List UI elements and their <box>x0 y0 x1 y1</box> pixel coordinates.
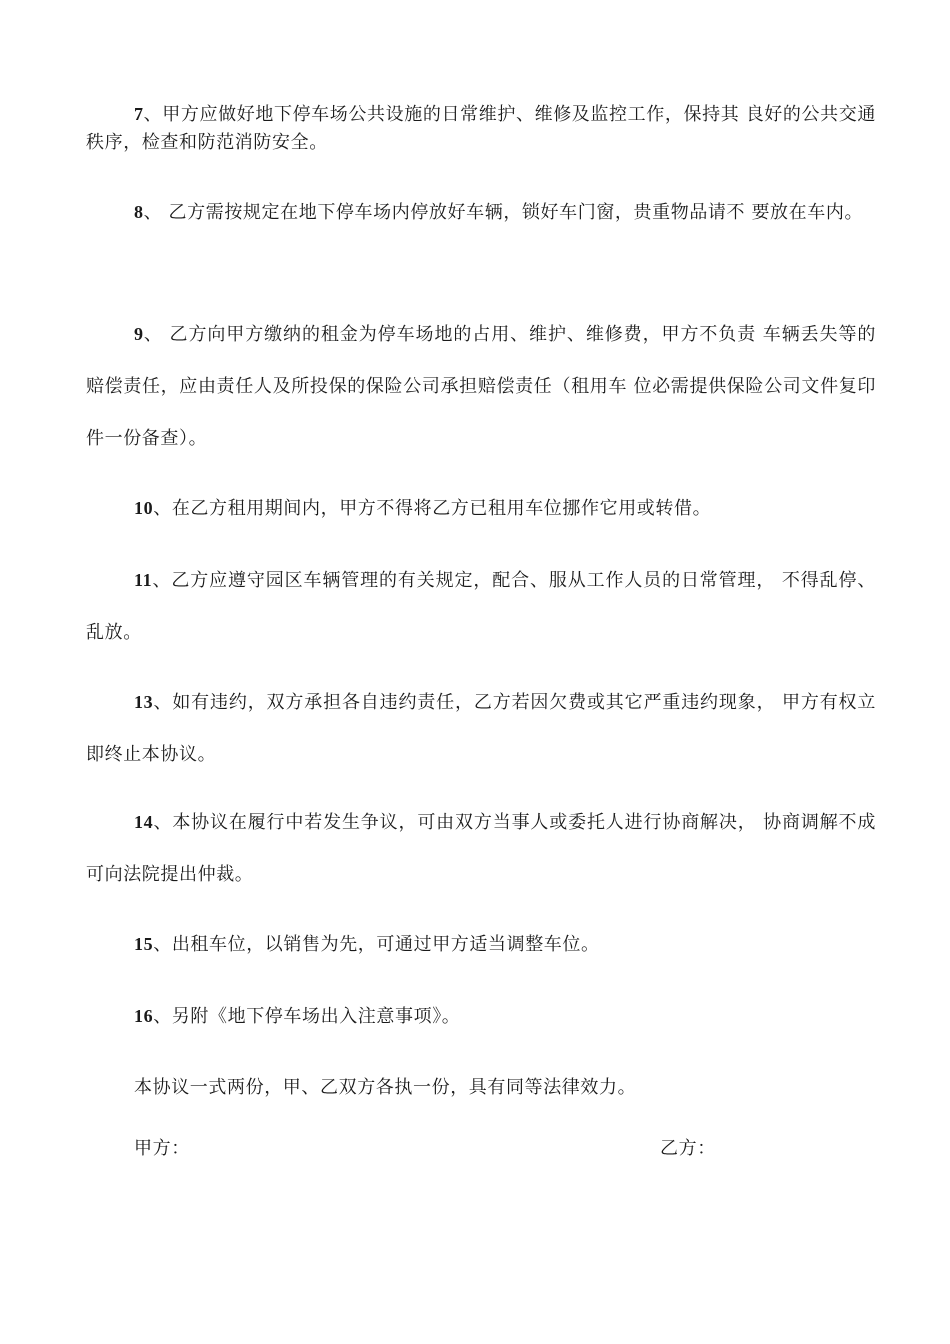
closing-statement: 本协议一式两份，甲、乙双方各执一份，具有同等法律效力。 <box>134 1077 637 1098</box>
clause-text: 本协议在履行中若发生争议，可由双方当事人或委托人进行协商解决， 协商调解不成可向法院提出仲裁。 <box>86 812 876 885</box>
party-a-signature-label: 甲方： <box>134 1138 190 1159</box>
clause-separator: 、 <box>153 934 172 955</box>
clause-number: 16 <box>134 1006 154 1026</box>
clause-separator: 、 <box>153 692 173 713</box>
clause-text: 甲方应做好地下停车场公共设施的日常维护、维修及监控工作，保持其 良好的公共交通秩序，检查和防范消防安全。 <box>86 104 876 153</box>
clause-text: 如有违约，双方承担各自违约责任，乙方若因欠费或其它严重违约现象， 甲方有权立即终止本协议。 <box>86 692 876 765</box>
clause-16 <box>86 990 876 1043</box>
clause-number: 8 <box>134 202 144 222</box>
clause-separator: 、 <box>143 104 163 125</box>
clause-separator: 、 <box>153 1006 172 1027</box>
clause-13 <box>86 676 876 781</box>
clause-text: 出租车位，以销售为先，可通过甲方适当调整车位。 <box>171 934 600 955</box>
clause-9 <box>86 308 876 465</box>
clause-number: 15 <box>134 934 154 954</box>
clause-number: 9 <box>134 324 144 344</box>
party-b-signature-label: 乙方： <box>660 1138 716 1159</box>
clause-number: 10 <box>134 498 154 518</box>
clause-separator: 、 <box>152 570 172 591</box>
clause-text: 另附《地下停车场出入注意事项》。 <box>171 1006 461 1027</box>
clause-number: 11 <box>134 570 153 590</box>
clause-14 <box>86 796 876 901</box>
clause-10 <box>86 482 876 535</box>
clause-text: 在乙方租用期间内，甲方不得将乙方已租用车位挪作它用或转借。 <box>171 498 712 519</box>
clause-8 <box>86 186 876 239</box>
clause-text: 乙方向甲方缴纳的租金为停车场地的占用、维护、维修费，甲方不负责 车辆丢失等的赔偿责任，应由责任人及所投保的保险公司承担赔偿责任（租用车 位必需提供保险公司文件复印件一份备查）。 <box>86 324 877 449</box>
clause-separator: 、 <box>153 812 173 833</box>
clause-11 <box>86 554 876 659</box>
clause-number: 7 <box>134 104 144 124</box>
clause-number: 13 <box>134 692 154 712</box>
clause-text: 乙方需按规定在地下停车场内停放好车辆，锁好车门窗，贵重物品请不 要放在车内。 <box>168 202 864 223</box>
clause-15 <box>86 918 876 971</box>
clause-number: 14 <box>134 812 154 832</box>
clause-separator: 、 <box>153 498 172 519</box>
clause-separator: 、 <box>143 324 170 345</box>
clause-7 <box>86 100 876 157</box>
clause-text: 乙方应遵守园区车辆管理的有关规定，配合、服从工作人员的日常管理， 不得乱停、乱放。 <box>86 570 876 643</box>
clause-separator: 、 <box>143 202 169 223</box>
